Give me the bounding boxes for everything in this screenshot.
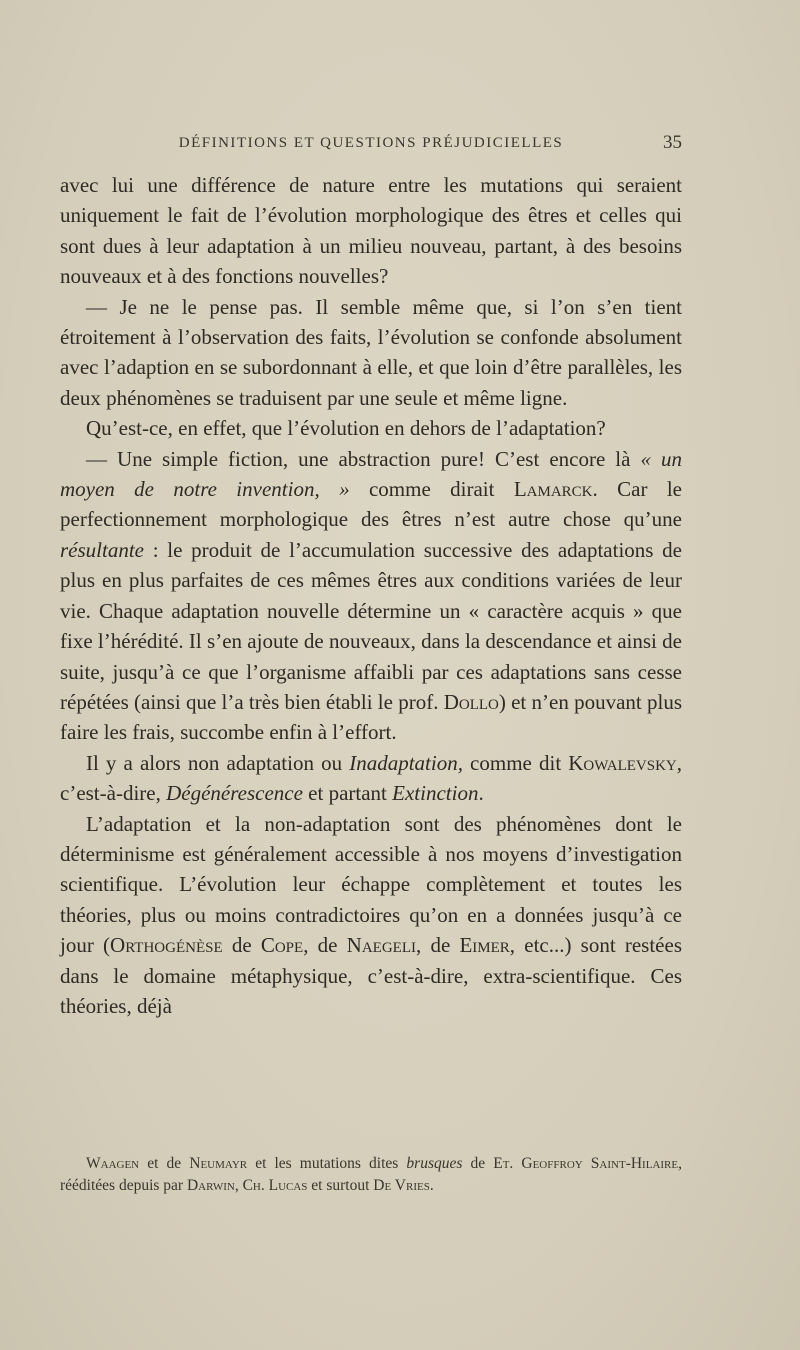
p6-text: , etc...) sont restées dans le domaine métaphysique, c’est-à-dire, extra-scientifique. Ces théories, déjà	[60, 933, 682, 1018]
author-naegeli: Naegeli	[346, 933, 416, 958]
p4-text: . Car le perfectionnement morphologique des êtres n’est autre chose qu’une	[60, 477, 682, 532]
fn-text: et de	[139, 1155, 190, 1172]
fn-text: et surtout	[307, 1177, 374, 1194]
p4-text: ) et n’en pouvant plus faire les frais, succombe enfin à l’effort.	[60, 689, 682, 745]
author-dollo: Dollo	[443, 689, 499, 714]
p4-quote: « un moyen de notre invention, »	[60, 446, 683, 502]
p5-text: .	[478, 781, 484, 806]
fn-text: ,	[234, 1177, 243, 1194]
fn-text: .	[429, 1177, 434, 1194]
author-lucas: Ch. Lucas	[242, 1177, 308, 1194]
p5-text: Il y a alors non adaptation ou	[86, 750, 350, 775]
p5-text: et partant	[302, 781, 393, 806]
footnote-text	[60, 1153, 682, 1197]
fn-text: et les mutations dites	[247, 1155, 407, 1172]
term-orthogenese: Orthogénèse	[110, 933, 223, 958]
p5-text: , c’est-à-dire,	[60, 750, 683, 806]
author-kowalevsky: Kowalevsky	[568, 750, 677, 775]
page-number: 35	[663, 132, 682, 153]
paragraph-4	[60, 444, 682, 748]
author-lamarck: Lamarck	[513, 477, 593, 502]
p4-emphasis: résultante	[60, 537, 144, 562]
paragraph-3: Qu’est-ce, en effet, que l’évolution en dehors de l’adaptation?	[86, 416, 606, 441]
paragraph-5	[60, 748, 682, 809]
author-de-vries: De Vries	[373, 1177, 430, 1194]
author-darwin: Darwin	[186, 1177, 235, 1194]
author-cope: Cope	[260, 933, 304, 958]
paragraph-2: — Je ne le pense pas. Il semble même que, si l’on s’en tient étroitement à l’observation des faits, l’évolution se confonde absolument avec l’adaption en se subordonnant à elle, et que loin d’être parallèles, les deux phénomènes se traduisent par une seule et même ligne.	[60, 294, 682, 410]
p5-text: comme dit	[462, 750, 569, 775]
fn-text: , rééditées depuis par	[60, 1155, 682, 1194]
fn-emphasis: brusques	[406, 1155, 463, 1172]
paragraph-6	[60, 809, 682, 1022]
p6-text: , de	[416, 933, 460, 958]
p5-emphasis: Dégénérescence	[166, 781, 303, 806]
body-text	[60, 170, 682, 1021]
author-geoffroy: Et. Geoffroy Saint-Hilaire	[493, 1155, 679, 1172]
p5-emphasis: Inadaptation,	[349, 750, 463, 775]
paragraph-1: avec lui une différence de nature entre les mutations qui seraient uniquement le fait de l’évolution morphologique des êtres et celles qui sont dues à leur adaptation à un milieu nouveau, partant, à des besoins nouveaux et à des fonctions nouvelles?	[60, 173, 682, 289]
footnote	[60, 1153, 682, 1197]
fn-text: de	[462, 1155, 494, 1172]
p6-text: de	[222, 933, 261, 958]
author-eimer: Eimer	[459, 933, 510, 958]
p4-text: — Une simple fiction, une abstraction pure! C’est encore là	[86, 446, 641, 471]
running-head	[60, 130, 682, 156]
p5-emphasis: Extinction	[392, 781, 479, 806]
running-title: DÉFINITIONS ET QUESTIONS PRÉJUDICIELLES	[178, 135, 564, 151]
p4-text: : le produit de l’accumulation successive des adaptations de plus en plus parfaites de ces mêmes êtres aux conditions variées de leur vie. Chaque adaptation nouvelle détermine un « caractère acquis » que fixe l’hérédité. Il s’en ajoute de nouveaux, dans la descendance et ainsi de suite, jusqu’à ce que l’organisme affaibli par ces adaptations sans cesse répétées (ainsi que l’a très bien établi le prof.	[60, 537, 682, 714]
p4-text: comme dirait	[349, 477, 514, 502]
author-neumayr: Neumayr	[189, 1155, 248, 1172]
p6-text: , de	[303, 933, 347, 958]
p6-text: L’adaptation et la non-adaptation sont des phénomènes dont le déterminisme est généralement accessible à nos moyens d’investigation scientifique. L’évolution leur échappe complètement et toutes les théories, plus ou moins contradictoires qu’on en a données jusqu’à ce jour (	[60, 811, 682, 958]
author-waagen: Waagen	[86, 1155, 140, 1172]
